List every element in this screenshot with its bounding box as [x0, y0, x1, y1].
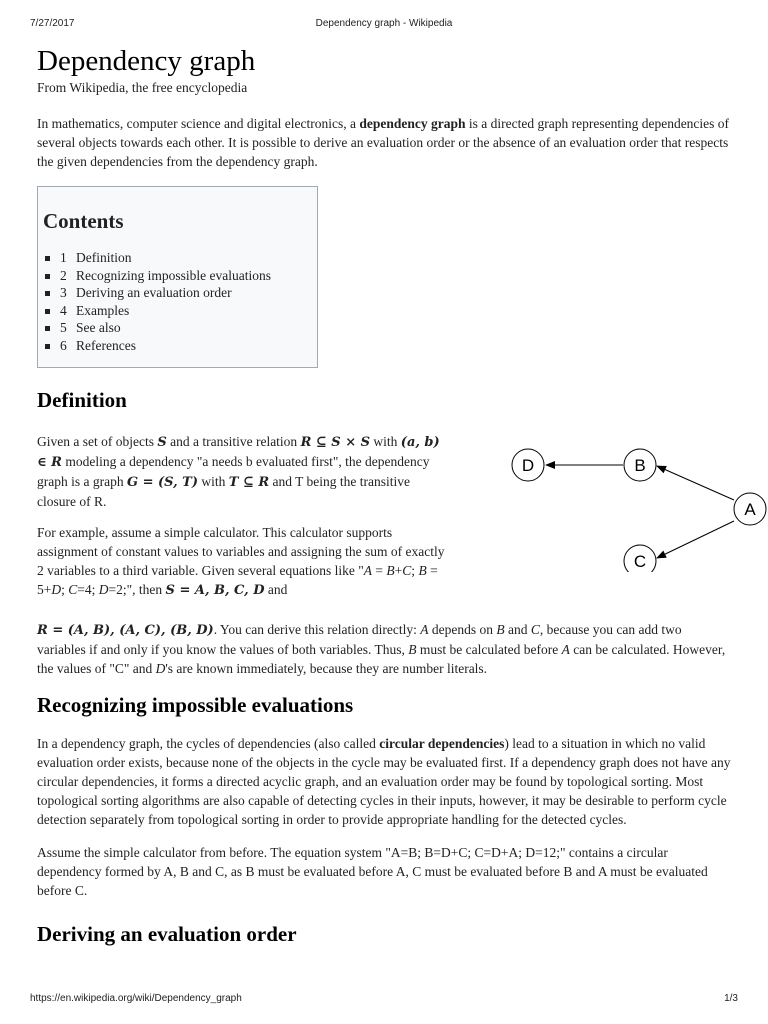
toc-list: [43, 249, 313, 355]
article-content: [37, 44, 756, 947]
node-c: [624, 545, 656, 572]
math-graph: G = (S, T): [126, 474, 198, 490]
node-a: [734, 493, 766, 525]
svg-text:D: D: [521, 455, 535, 475]
intro-paragraph: [37, 114, 733, 171]
heading-recognizing: Recognizing impossible evaluations: [37, 692, 354, 717]
svg-text:C: C: [633, 551, 647, 571]
math-set-s: S: [157, 434, 167, 450]
heading-deriving: Deriving an evaluation order: [37, 921, 297, 946]
toc-item[interactable]: [60, 319, 313, 337]
print-page-title: Dependency graph - Wikipedia: [315, 18, 453, 29]
toc-number: 3: [60, 285, 67, 301]
toc-number: 2: [60, 267, 67, 283]
definition-text: [37, 432, 447, 600]
dependency-graph-diagram: [473, 432, 768, 572]
definition-paragraph-2: For example, assume a simple calculator. This calculator supports assignment of constant values to variables and assigning the sum of exactly 2 variables to a third variable. Given several equations like "A = B+C; B = 5+D; C=4; D=2;", then S = A, B, C, D and: [37, 524, 445, 598]
toc-link-deriving[interactable]: Deriving an evaluation order: [76, 285, 232, 301]
intro-text-2: is a directed graph representing dependencies of several objects towards each other. It is possible to derive an evaluation order or the absence of an evaluation order that respects the given dependencies from the dependency graph.: [37, 116, 730, 169]
edge-a-c: [657, 521, 734, 558]
math-set-s-values: S = A, B, C, D: [165, 582, 265, 598]
intro-text-1: In mathematics, computer science and digital electronics, a: [37, 116, 360, 131]
recognizing-paragraph-1: In a dependency graph, the cycles of dependencies (also called circular dependencies) lead to a situation in which no valid evaluation order exists, because none of the objects in the cycle may be evaluated first. If a dependency graph does not have any circular dependencies, it forms a directed acyclic graph, and an evaluation order may be found by topological sorting. Most topological sorting algorithms are also capable of detecting cycles in their inputs, however, it may be desirable to perform cycle detection separately from topological sorting in order to provide appropriate handling for the detected cycles.: [37, 735, 731, 827]
print-header: [30, 18, 738, 32]
definition-paragraph-3: R = (A, B), (A, C), (B, D). You can derive this relation directly: A depends on B and C, because you can add two variables if and only if you know the values of both variables. Thus, B must be calculated before A can be calculated. However, the values of "C" and D's are known immediately, because they are number literals.: [37, 621, 726, 676]
toc-link-see-also[interactable]: See also: [76, 320, 121, 336]
bold-circular-dependencies: circular dependencies: [379, 735, 505, 751]
heading-definition: Definition: [37, 387, 127, 412]
toc-link-examples[interactable]: Examples: [76, 302, 130, 318]
toc-item[interactable]: [60, 249, 313, 267]
print-footer: [30, 993, 738, 1007]
print-date: 7/27/2017: [30, 18, 75, 29]
tagline: From Wikipedia, the free encyclopedia: [37, 80, 248, 95]
intro-bold-term: dependency graph: [359, 116, 466, 131]
toc-link-references[interactable]: References: [76, 337, 136, 353]
toc-item[interactable]: [60, 267, 313, 285]
math-relation: R ⊆ S × S: [300, 434, 371, 450]
print-page-number: 1/3: [724, 993, 738, 1004]
definition-paragraph-1: Given a set of objects S and a transitive relation R ⊆ S × S with (a, b) ∈ R modeling a dependency "a needs b evaluated first", the dependency graph is a graph G = (S, T) with T ⊆ R and T being the transitive closure of R.: [37, 433, 440, 509]
toc-item[interactable]: [60, 284, 313, 302]
svg-text:A: A: [744, 499, 756, 519]
math-subset: T ⊆ R: [228, 474, 270, 490]
svg-text:B: B: [634, 455, 646, 475]
print-url: https://en.wikipedia.org/wiki/Dependency_graph: [30, 993, 242, 1004]
toc-number: 4: [60, 302, 67, 318]
page-title: Dependency graph: [37, 45, 256, 77]
recognizing-paragraph-2: Assume the simple calculator from before. The equation system "A=B; B=D+C; C=D+A; D=12;" contains a circular dependency formed by A, B and C, as B must be evaluated before A, C must be evaluated before B and A must be evaluated before C.: [37, 844, 708, 898]
node-b: [624, 449, 656, 481]
toc-link-recognizing[interactable]: Recognizing impossible evaluations: [76, 267, 271, 283]
toc-number: 6: [60, 337, 67, 353]
node-d: [512, 449, 544, 481]
math-relation-values: R = (A, B), (A, C), (B, D): [37, 622, 214, 638]
toc-title: Contents: [43, 209, 124, 233]
toc-number: 5: [60, 320, 67, 336]
table-of-contents: [37, 186, 318, 368]
math-pair: (a, b) ∈ R: [37, 434, 440, 470]
definition-block: [37, 432, 756, 620]
toc-link-definition[interactable]: Definition: [76, 250, 132, 265]
toc-item[interactable]: [60, 337, 313, 355]
toc-number: 1: [60, 250, 67, 265]
toc-item[interactable]: [60, 302, 313, 320]
edge-a-b: [657, 466, 734, 500]
